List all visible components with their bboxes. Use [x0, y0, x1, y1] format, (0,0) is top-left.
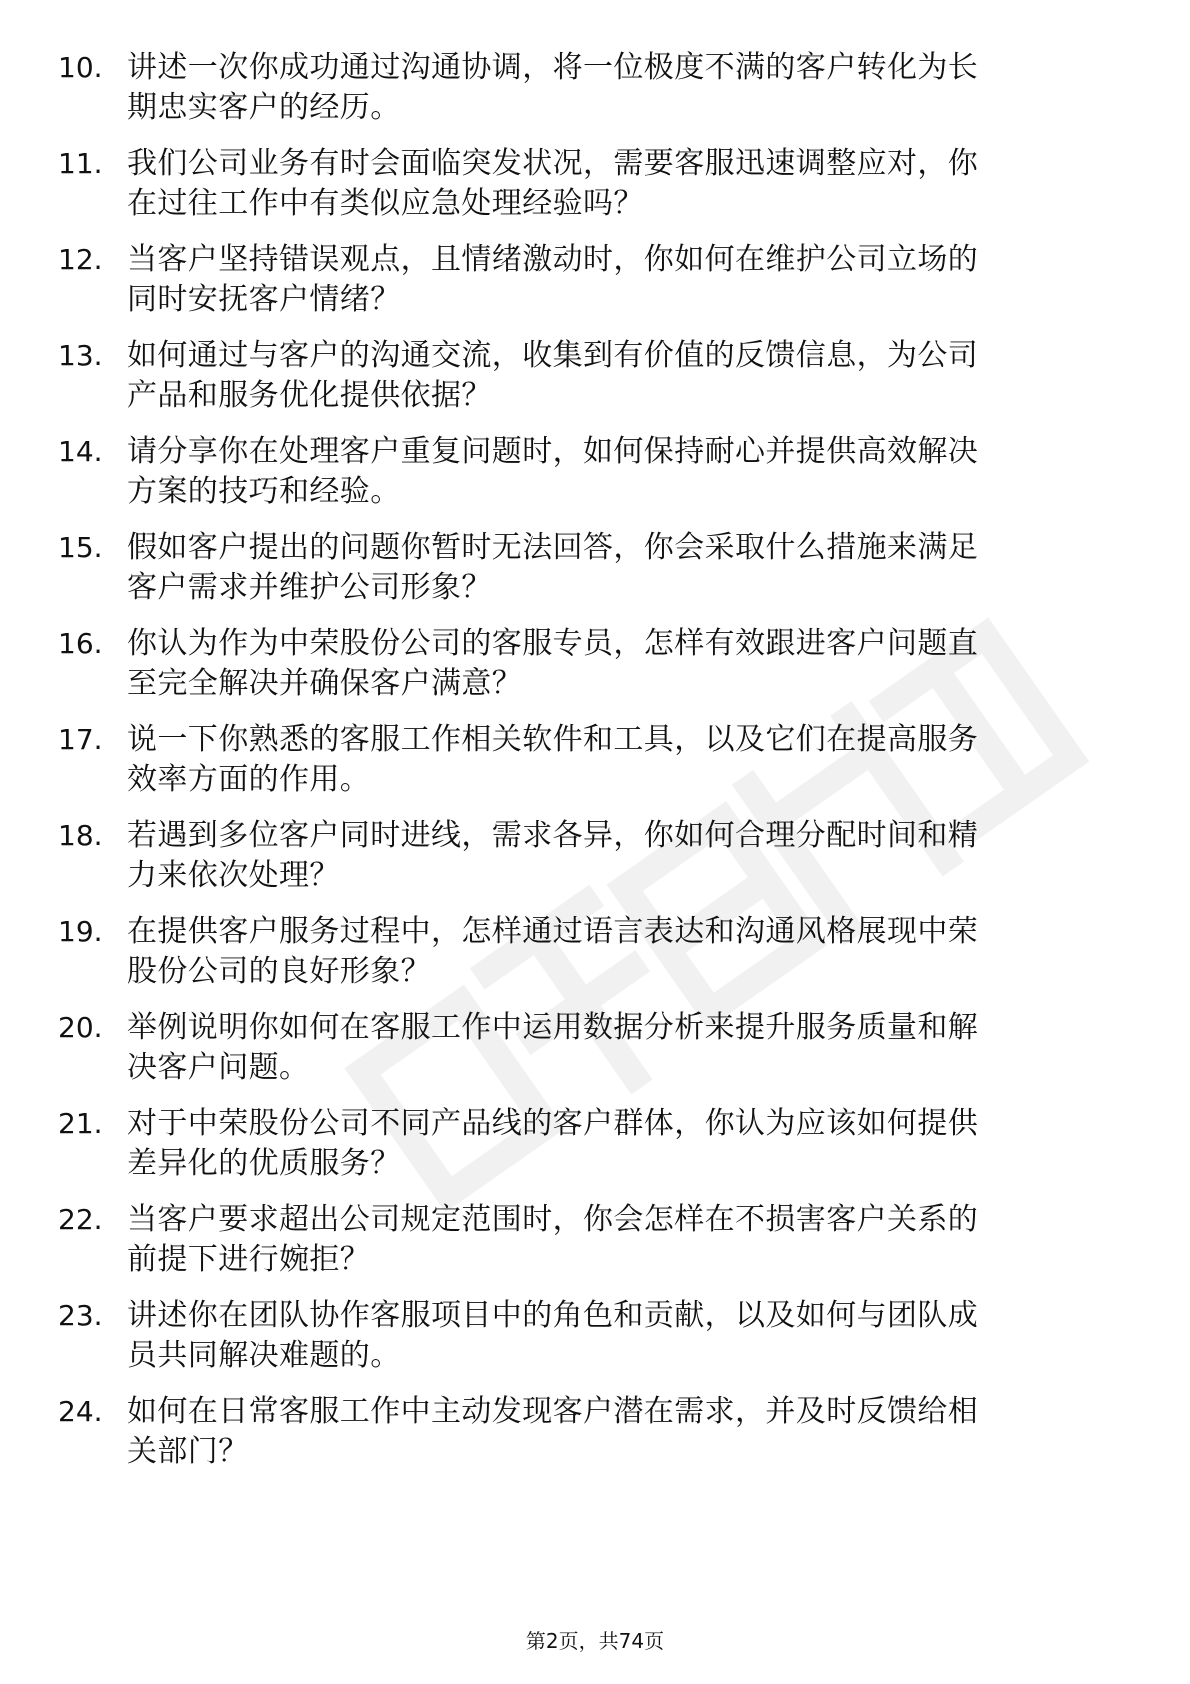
question-number: 16.	[58, 627, 103, 660]
question-number: 24.	[58, 1395, 103, 1428]
question-line: 期忠实客户的经历。	[127, 90, 401, 125]
question-number: 17.	[58, 723, 103, 756]
question-text	[127, 1104, 1117, 1184]
question-line: 前提下进行婉拒？	[127, 1242, 371, 1277]
question-line: 决客户问题。	[127, 1050, 310, 1085]
question-text	[127, 336, 1117, 416]
question-number: 19.	[58, 915, 103, 948]
question-number: 15.	[58, 531, 103, 564]
question-text	[127, 816, 1117, 896]
question-number: 13.	[58, 339, 103, 372]
question-line: 员共同解决难题的。	[127, 1338, 401, 1373]
question-line: 差异化的优质服务？	[127, 1146, 401, 1181]
question-line: 说一下你熟悉的客服工作相关软件和工具，以及它们在提高服务	[127, 722, 979, 757]
question-number: 14.	[58, 435, 103, 468]
question-line: 讲述你在团队协作客服项目中的角色和贡献，以及如何与团队成	[127, 1298, 979, 1333]
question-text	[127, 528, 1117, 608]
question-line: 当客户坚持错误观点，且情绪激动时，你如何在维护公司立场的	[127, 242, 979, 277]
question-text	[127, 1200, 1117, 1280]
question-line: 如何在日常客服工作中主动发现客户潜在需求，并及时反馈给相	[127, 1394, 979, 1429]
question-text	[127, 912, 1117, 992]
question-number: 21.	[58, 1107, 103, 1140]
question-line: 在过往工作中有类似应急处理经验吗？	[127, 186, 644, 221]
question-line: 在提供客户服务过程中，怎样通过语言表达和沟通风格展现中荣	[127, 914, 979, 949]
page-footer: 第2页，共74页	[525, 1629, 665, 1653]
question-line: 客户需求并维护公司形象？	[127, 570, 492, 605]
question-line: 讲述一次你成功通过沟通协调，将一位极度不满的客户转化为长	[127, 50, 979, 85]
question-line: 至完全解决并确保客户满意？	[127, 666, 523, 701]
question-line: 假如客户提出的问题你暂时无法回答，你会采取什么措施来满足	[127, 530, 979, 565]
question-text	[127, 240, 1117, 320]
question-number: 10.	[58, 51, 103, 84]
question-line: 如何通过与客户的沟通交流，收集到有价值的反馈信息，为公司	[127, 338, 979, 373]
question-line: 若遇到多位客户同时进线，需求各异，你如何合理分配时间和精	[127, 818, 979, 853]
question-line: 请分享你在处理客户重复问题时，如何保持耐心并提供高效解决	[127, 434, 979, 469]
question-text	[127, 432, 1117, 512]
question-line: 力来依次处理？	[127, 858, 340, 893]
question-number: 11.	[58, 147, 103, 180]
question-line: 关部门？	[127, 1434, 249, 1469]
question-number: 12.	[58, 243, 103, 276]
question-line: 你认为作为中荣股份公司的客服专员，怎样有效跟进客户问题直	[127, 626, 979, 661]
question-line: 举例说明你如何在客服工作中运用数据分析来提升服务质量和解	[127, 1010, 979, 1045]
question-text	[127, 1392, 1117, 1472]
question-text	[127, 720, 1117, 800]
question-line: 同时安抚客户情绪？	[127, 282, 401, 317]
question-number: 23.	[58, 1299, 103, 1332]
question-text	[127, 1296, 1117, 1376]
question-text	[127, 144, 1117, 224]
question-line: 产品和服务优化提供依据？	[127, 378, 492, 413]
question-line: 方案的技巧和经验。	[127, 474, 401, 509]
question-number: 22.	[58, 1203, 103, 1236]
question-text	[127, 48, 1117, 128]
question-line: 当客户要求超出公司规定范围时，你会怎样在不损害客户关系的	[127, 1202, 979, 1237]
question-line: 我们公司业务有时会面临突发状况，需要客服迅速调整应对，你	[127, 146, 979, 181]
question-number: 20.	[58, 1011, 103, 1044]
question-line: 效率方面的作用。	[127, 762, 371, 797]
question-text	[127, 624, 1117, 704]
question-text	[127, 1008, 1117, 1088]
question-line: 对于中荣股份公司不同产品线的客户群体，你认为应该如何提供	[127, 1106, 979, 1141]
question-line: 股份公司的良好形象？	[127, 954, 431, 989]
question-number: 18.	[58, 819, 103, 852]
